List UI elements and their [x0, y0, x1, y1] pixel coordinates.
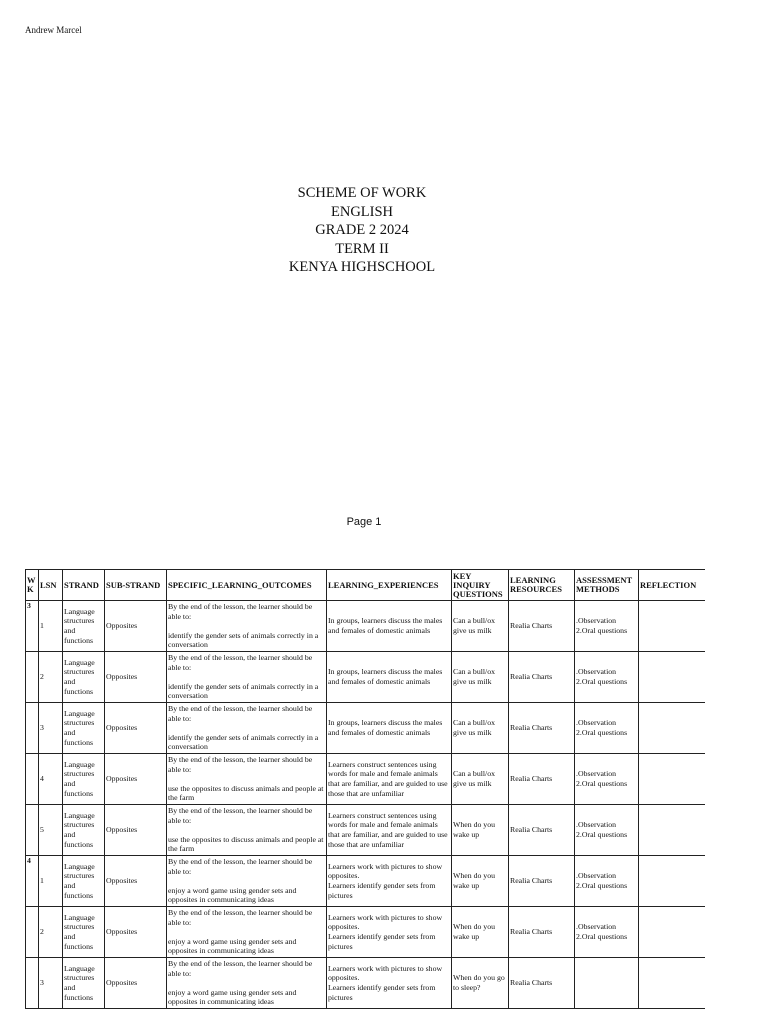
- cell-assessment: .Observation 2.Oral questions: [575, 907, 639, 958]
- cell-week: [26, 958, 39, 1009]
- table-row: [26, 754, 706, 805]
- cell-lesson: 2: [39, 652, 63, 703]
- cell-strand: Language structures and functions: [63, 754, 105, 805]
- header-experiences: LEARNING_EXPERIENCES: [327, 570, 452, 601]
- cell-sub-strand: Opposites: [105, 703, 167, 754]
- cell-reflection: [639, 754, 706, 805]
- cell-outcome: By the end of the lesson, the learner should be able to: use the opposites to discuss animals and people at the farm: [167, 805, 327, 856]
- cell-lesson: 3: [39, 703, 63, 754]
- title-line: KENYA HIGHSCHOOL: [288, 259, 436, 275]
- title-line: SCHEME OF WORK: [297, 185, 427, 201]
- cell-strand: Language structures and functions: [63, 958, 105, 1009]
- header-assessment: ASSESSMENT METHODS: [575, 570, 639, 601]
- table-row: [26, 958, 706, 1009]
- cell-sub-strand: Opposites: [105, 652, 167, 703]
- cell-resources: Realia Charts: [509, 805, 575, 856]
- cell-resources: Realia Charts: [509, 856, 575, 907]
- scheme-table-container: [25, 569, 705, 1024]
- cell-lesson: 3: [39, 958, 63, 1009]
- header-inquiry: KEY INQUIRY QUESTIONS: [452, 570, 509, 601]
- title-line: ENGLISH: [330, 203, 394, 220]
- cell-strand: Language structures and functions: [63, 856, 105, 907]
- cell-lesson: 4: [39, 754, 63, 805]
- cell-outcome: By the end of the lesson, the learner should be able to: enjoy a word game using gender sets and opposites in communicating ideas: [167, 856, 327, 907]
- cell-experience: In groups, learners discuss the males and females of domestic animals: [327, 652, 452, 703]
- cell-week: 3: [26, 601, 39, 652]
- cell-reflection: [639, 907, 706, 958]
- cell-inquiry: When do you wake up: [452, 805, 509, 856]
- document-title: [0, 184, 724, 277]
- cell-resources: Realia Charts: [509, 601, 575, 652]
- cell-sub-strand: Opposites: [105, 601, 167, 652]
- table-row: [26, 856, 706, 907]
- cell-reflection: [639, 703, 706, 754]
- title-line: GRADE 2 2024: [315, 222, 409, 238]
- cell-inquiry: When do you wake up: [452, 856, 509, 907]
- cell-experience: Learners work with pictures to show opposites. Learners identify gender sets from pictures: [327, 907, 452, 958]
- cell-assessment: .Observation 2.Oral questions: [575, 805, 639, 856]
- cell-resources: Realia Charts: [509, 652, 575, 703]
- header-strand: STRAND: [63, 570, 105, 601]
- cell-outcome: By the end of the lesson, the learner should be able to: enjoy a word game using gender sets and opposites in communicating ideas: [167, 958, 327, 1009]
- cell-sub-strand: Opposites: [105, 754, 167, 805]
- cell-strand: Language structures and functions: [63, 601, 105, 652]
- cell-sub-strand: Opposites: [105, 805, 167, 856]
- table-row: [26, 703, 706, 754]
- cell-experience: Learners work with pictures to show opposites. Learners identify gender sets from pictures: [327, 856, 452, 907]
- cell-week: [26, 652, 39, 703]
- cell-experience: Learners work with pictures to show opposites. Learners identify gender sets from pictures: [327, 958, 452, 1009]
- cell-inquiry: Can a bull/ox give us milk: [452, 652, 509, 703]
- cell-week: [26, 907, 39, 958]
- cell-lesson: 1: [39, 856, 63, 907]
- table-header-row: [26, 570, 706, 601]
- cell-strand: Language structures and functions: [63, 805, 105, 856]
- cell-week: [26, 754, 39, 805]
- cell-inquiry: When do you go to sleep?: [452, 958, 509, 1009]
- header-sub-strand: SUB-STRAND: [105, 570, 167, 601]
- cell-inquiry: Can a bull/ox give us milk: [452, 703, 509, 754]
- header-lsn: LSN: [39, 570, 63, 601]
- cell-reflection: [639, 652, 706, 703]
- cell-assessment: .Observation 2.Oral questions: [575, 703, 639, 754]
- page-number: Page 1: [346, 516, 382, 528]
- header-wk: WK: [26, 570, 39, 601]
- cell-reflection: [639, 601, 706, 652]
- scheme-of-work-table: [25, 569, 705, 1009]
- cell-inquiry: Can a bull/ox give us milk: [452, 601, 509, 652]
- cell-assessment: .Observation 2.Oral questions: [575, 754, 639, 805]
- cell-resources: Realia Charts: [509, 754, 575, 805]
- cell-strand: Language structures and functions: [63, 652, 105, 703]
- table-row: [26, 652, 706, 703]
- header-reflection: REFLECTION: [639, 570, 706, 601]
- cell-outcome: By the end of the lesson, the learner should be able to: enjoy a word game using gender sets and opposites in communicating ideas: [167, 907, 327, 958]
- cell-week: 4: [26, 856, 39, 907]
- cell-inquiry: Can a bull/ox give us milk: [452, 754, 509, 805]
- cell-outcome: By the end of the lesson, the learner should be able to: use the opposites to discuss animals and people at the farm: [167, 754, 327, 805]
- cell-strand: Language structures and functions: [63, 907, 105, 958]
- cell-sub-strand: Opposites: [105, 958, 167, 1009]
- cell-lesson: 2: [39, 907, 63, 958]
- cell-inquiry: When do you wake up: [452, 907, 509, 958]
- title-line: TERM II: [335, 240, 389, 257]
- cell-lesson: 5: [39, 805, 63, 856]
- author-name: Andrew Marcel: [25, 25, 82, 35]
- cell-reflection: [639, 805, 706, 856]
- cell-experience: Learners construct sentences using words for male and female animals that are familiar, and are guided to use those that are unfamiliar: [327, 754, 452, 805]
- cell-resources: Realia Charts: [509, 703, 575, 754]
- cell-experience: Learners construct sentences using words for male and female animals that are familiar, and are guided to use those that are unfamiliar: [327, 805, 452, 856]
- cell-outcome: By the end of the lesson, the learner should be able to: identify the gender sets of animals correctly in a conversation: [167, 703, 327, 754]
- cell-experience: In groups, learners discuss the males and females of domestic animals: [327, 601, 452, 652]
- cell-reflection: [639, 856, 706, 907]
- cell-outcome: By the end of the lesson, the learner should be able to: identify the gender sets of animals correctly in a conversation: [167, 652, 327, 703]
- cell-resources: Realia Charts: [509, 907, 575, 958]
- cell-assessment: .Observation 2.Oral questions: [575, 652, 639, 703]
- cell-lesson: 1: [39, 601, 63, 652]
- cell-experience: In groups, learners discuss the males and females of domestic animals: [327, 703, 452, 754]
- cell-assessment: [575, 958, 639, 1009]
- cell-sub-strand: Opposites: [105, 856, 167, 907]
- cell-reflection: [639, 958, 706, 1009]
- table-row: [26, 805, 706, 856]
- table-row: [26, 601, 706, 652]
- cell-outcome: By the end of the lesson, the learner should be able to: identify the gender sets of animals correctly in a conversation: [167, 601, 327, 652]
- cell-resources: Realia Charts: [509, 958, 575, 1009]
- cell-assessment: .Observation 2.Oral questions: [575, 856, 639, 907]
- cell-sub-strand: Opposites: [105, 907, 167, 958]
- cell-strand: Language structures and functions: [63, 703, 105, 754]
- cell-week: [26, 805, 39, 856]
- table-row: [26, 907, 706, 958]
- header-resources: LEARNING RESOURCES: [509, 570, 575, 601]
- header-outcomes: SPECIFIC_LEARNING_OUTCOMES: [167, 570, 327, 601]
- cell-assessment: .Observation 2.Oral questions: [575, 601, 639, 652]
- cell-week: [26, 703, 39, 754]
